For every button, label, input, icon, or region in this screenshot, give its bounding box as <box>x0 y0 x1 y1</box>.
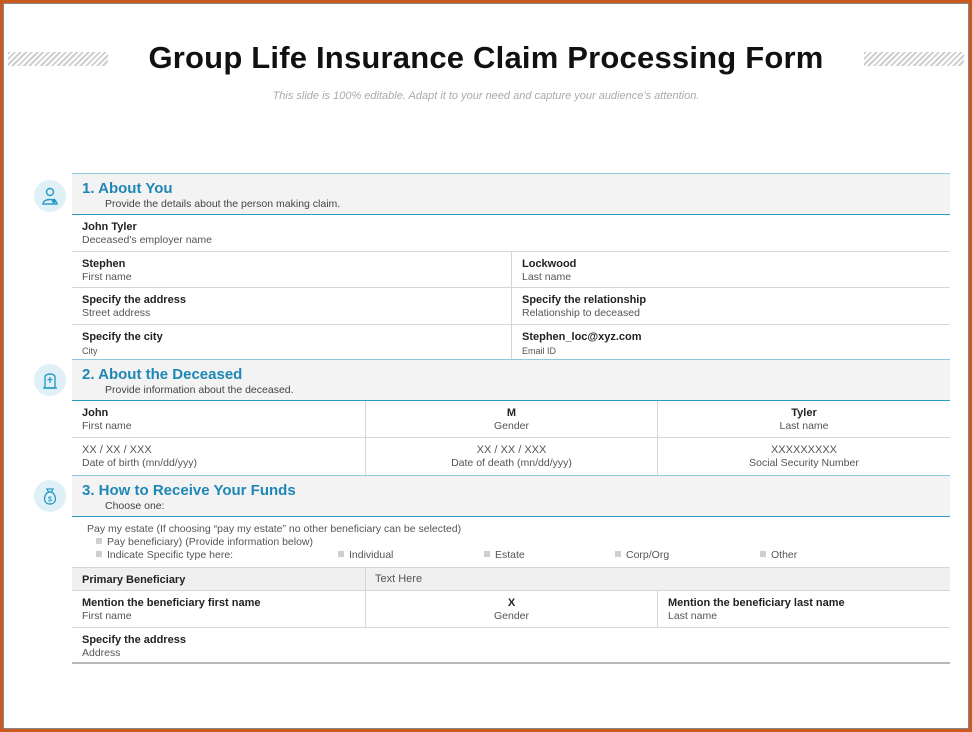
field-value: Tyler <box>791 407 817 419</box>
checkbox-icon <box>338 551 344 557</box>
person-icon <box>34 180 66 212</box>
field-value: Mention the beneficiary first name <box>82 597 261 609</box>
field-label: First name <box>82 420 132 432</box>
last-name-field[interactable] <box>511 252 950 287</box>
field-label: Street address <box>82 307 151 319</box>
field-value: John Tyler <box>82 221 137 233</box>
field-value: X <box>507 597 516 609</box>
primary-beneficiary-label: Primary Beneficiary <box>82 574 186 586</box>
city-field[interactable] <box>72 325 511 359</box>
type-corp-option[interactable] <box>615 549 669 561</box>
checkbox-icon <box>96 551 102 557</box>
section-funds-header <box>72 475 950 517</box>
city-row <box>72 325 950 359</box>
section-title: 2. About the Deceased <box>82 366 243 383</box>
beneficiary-last-name-field[interactable] <box>657 591 950 627</box>
indicate-type-option[interactable] <box>96 549 233 561</box>
field-value: Stephen_loc@xyz.com <box>522 331 642 343</box>
field-label: Address <box>82 647 121 659</box>
section-title: 1. About You <box>82 180 173 197</box>
field-value: XXXXXXXXX <box>770 444 838 456</box>
beneficiary-gender-field[interactable] <box>365 591 657 627</box>
field-label: City <box>82 346 98 356</box>
field-label: Social Security Number <box>749 457 859 469</box>
field-value: Specify the address <box>82 634 186 646</box>
section-description: Choose one: <box>105 500 165 512</box>
field-label: First name <box>82 271 132 283</box>
employer-field[interactable] <box>72 215 950 251</box>
option-label: Indicate Specific type here: <box>107 549 234 561</box>
ssn-field[interactable] <box>657 438 950 475</box>
option-label: Individual <box>349 549 394 561</box>
option-label: Estate <box>495 549 525 561</box>
field-label: Date of birth (mn/dd/yyy) <box>82 457 197 469</box>
memorial-icon <box>34 364 66 396</box>
deceased-gender-field[interactable] <box>365 401 657 437</box>
primary-beneficiary-row <box>72 567 950 591</box>
field-value: Specify the city <box>82 331 163 343</box>
pay-beneficiary-option[interactable] <box>96 536 313 548</box>
field-label: Last name <box>522 271 572 283</box>
field-label: Email ID <box>522 346 557 356</box>
field-value: Stephen <box>82 258 126 270</box>
section-title: 3. How to Receive Your Funds <box>82 482 296 499</box>
checkbox-icon <box>484 551 490 557</box>
field-label: Relationship to deceased <box>522 307 640 319</box>
email-field[interactable] <box>511 325 950 359</box>
field-value: XX / XX / XXX <box>476 444 547 456</box>
svg-text:$: $ <box>48 496 52 504</box>
field-value: Mention the beneficiary last name <box>668 597 845 609</box>
deceased-first-name-field[interactable] <box>72 401 365 437</box>
name-row <box>72 252 950 288</box>
employer-row <box>72 215 950 252</box>
beneficiary-name-row <box>72 591 950 628</box>
section-about-you-header <box>72 173 950 215</box>
deceased-dates-row <box>72 438 950 475</box>
primary-beneficiary-value[interactable]: Text Here <box>375 573 423 585</box>
deceased-name-row <box>72 401 950 438</box>
page-subtitle: This slide is 100% editable. Adapt it to your need and capture your audience’s attention. <box>272 90 700 102</box>
type-other-option[interactable] <box>760 549 797 561</box>
beneficiary-address-row <box>72 628 950 664</box>
beneficiary-first-name-field[interactable] <box>72 591 365 627</box>
date-of-birth-field[interactable] <box>72 438 365 475</box>
checkbox-icon <box>615 551 621 557</box>
field-label: Gender <box>493 610 530 622</box>
street-address-field[interactable] <box>72 288 511 324</box>
first-name-field[interactable] <box>72 252 511 287</box>
pay-estate-option[interactable]: Pay my estate (If choosing “pay my estate” no other beneficiary can be selected) <box>87 523 462 535</box>
section-description: Provide information about the deceased. <box>105 384 294 396</box>
date-of-death-field[interactable] <box>365 438 657 475</box>
field-label: Gender <box>493 420 530 432</box>
field-value: Specify the relationship <box>522 294 647 306</box>
field-label: Last name <box>779 420 829 432</box>
field-label: Last name <box>668 610 718 622</box>
field-label: Deceased’s employer name <box>82 234 212 246</box>
deceased-last-name-field[interactable] <box>657 401 950 437</box>
field-label: First name <box>82 610 132 622</box>
section-about-deceased-header <box>72 359 950 401</box>
option-label: Pay beneficiary) (Provide information below) <box>107 536 314 548</box>
section-description: Provide the details about the person making claim. <box>105 198 341 210</box>
money-bag-icon <box>34 480 66 512</box>
option-label: Corp/Org <box>626 549 670 561</box>
type-individual-option[interactable] <box>338 549 393 561</box>
field-value: XX / XX / XXX <box>82 444 152 456</box>
checkbox-icon <box>760 551 766 557</box>
address-row <box>72 288 950 325</box>
field-value: John <box>82 407 109 419</box>
cell-divider <box>365 568 366 590</box>
field-value: Lockwood <box>522 258 577 270</box>
field-value: Specify the address <box>82 294 186 306</box>
type-estate-option[interactable] <box>484 549 525 561</box>
option-label: Other <box>771 549 798 561</box>
page-title: Group Life Insurance Claim Processing Form <box>148 40 824 75</box>
field-value: M <box>506 407 517 419</box>
beneficiary-address-field[interactable] <box>72 628 950 662</box>
relationship-field[interactable] <box>511 288 950 324</box>
field-label: Date of death (mn/dd/yyy) <box>451 457 572 469</box>
checkbox-icon <box>96 538 102 544</box>
